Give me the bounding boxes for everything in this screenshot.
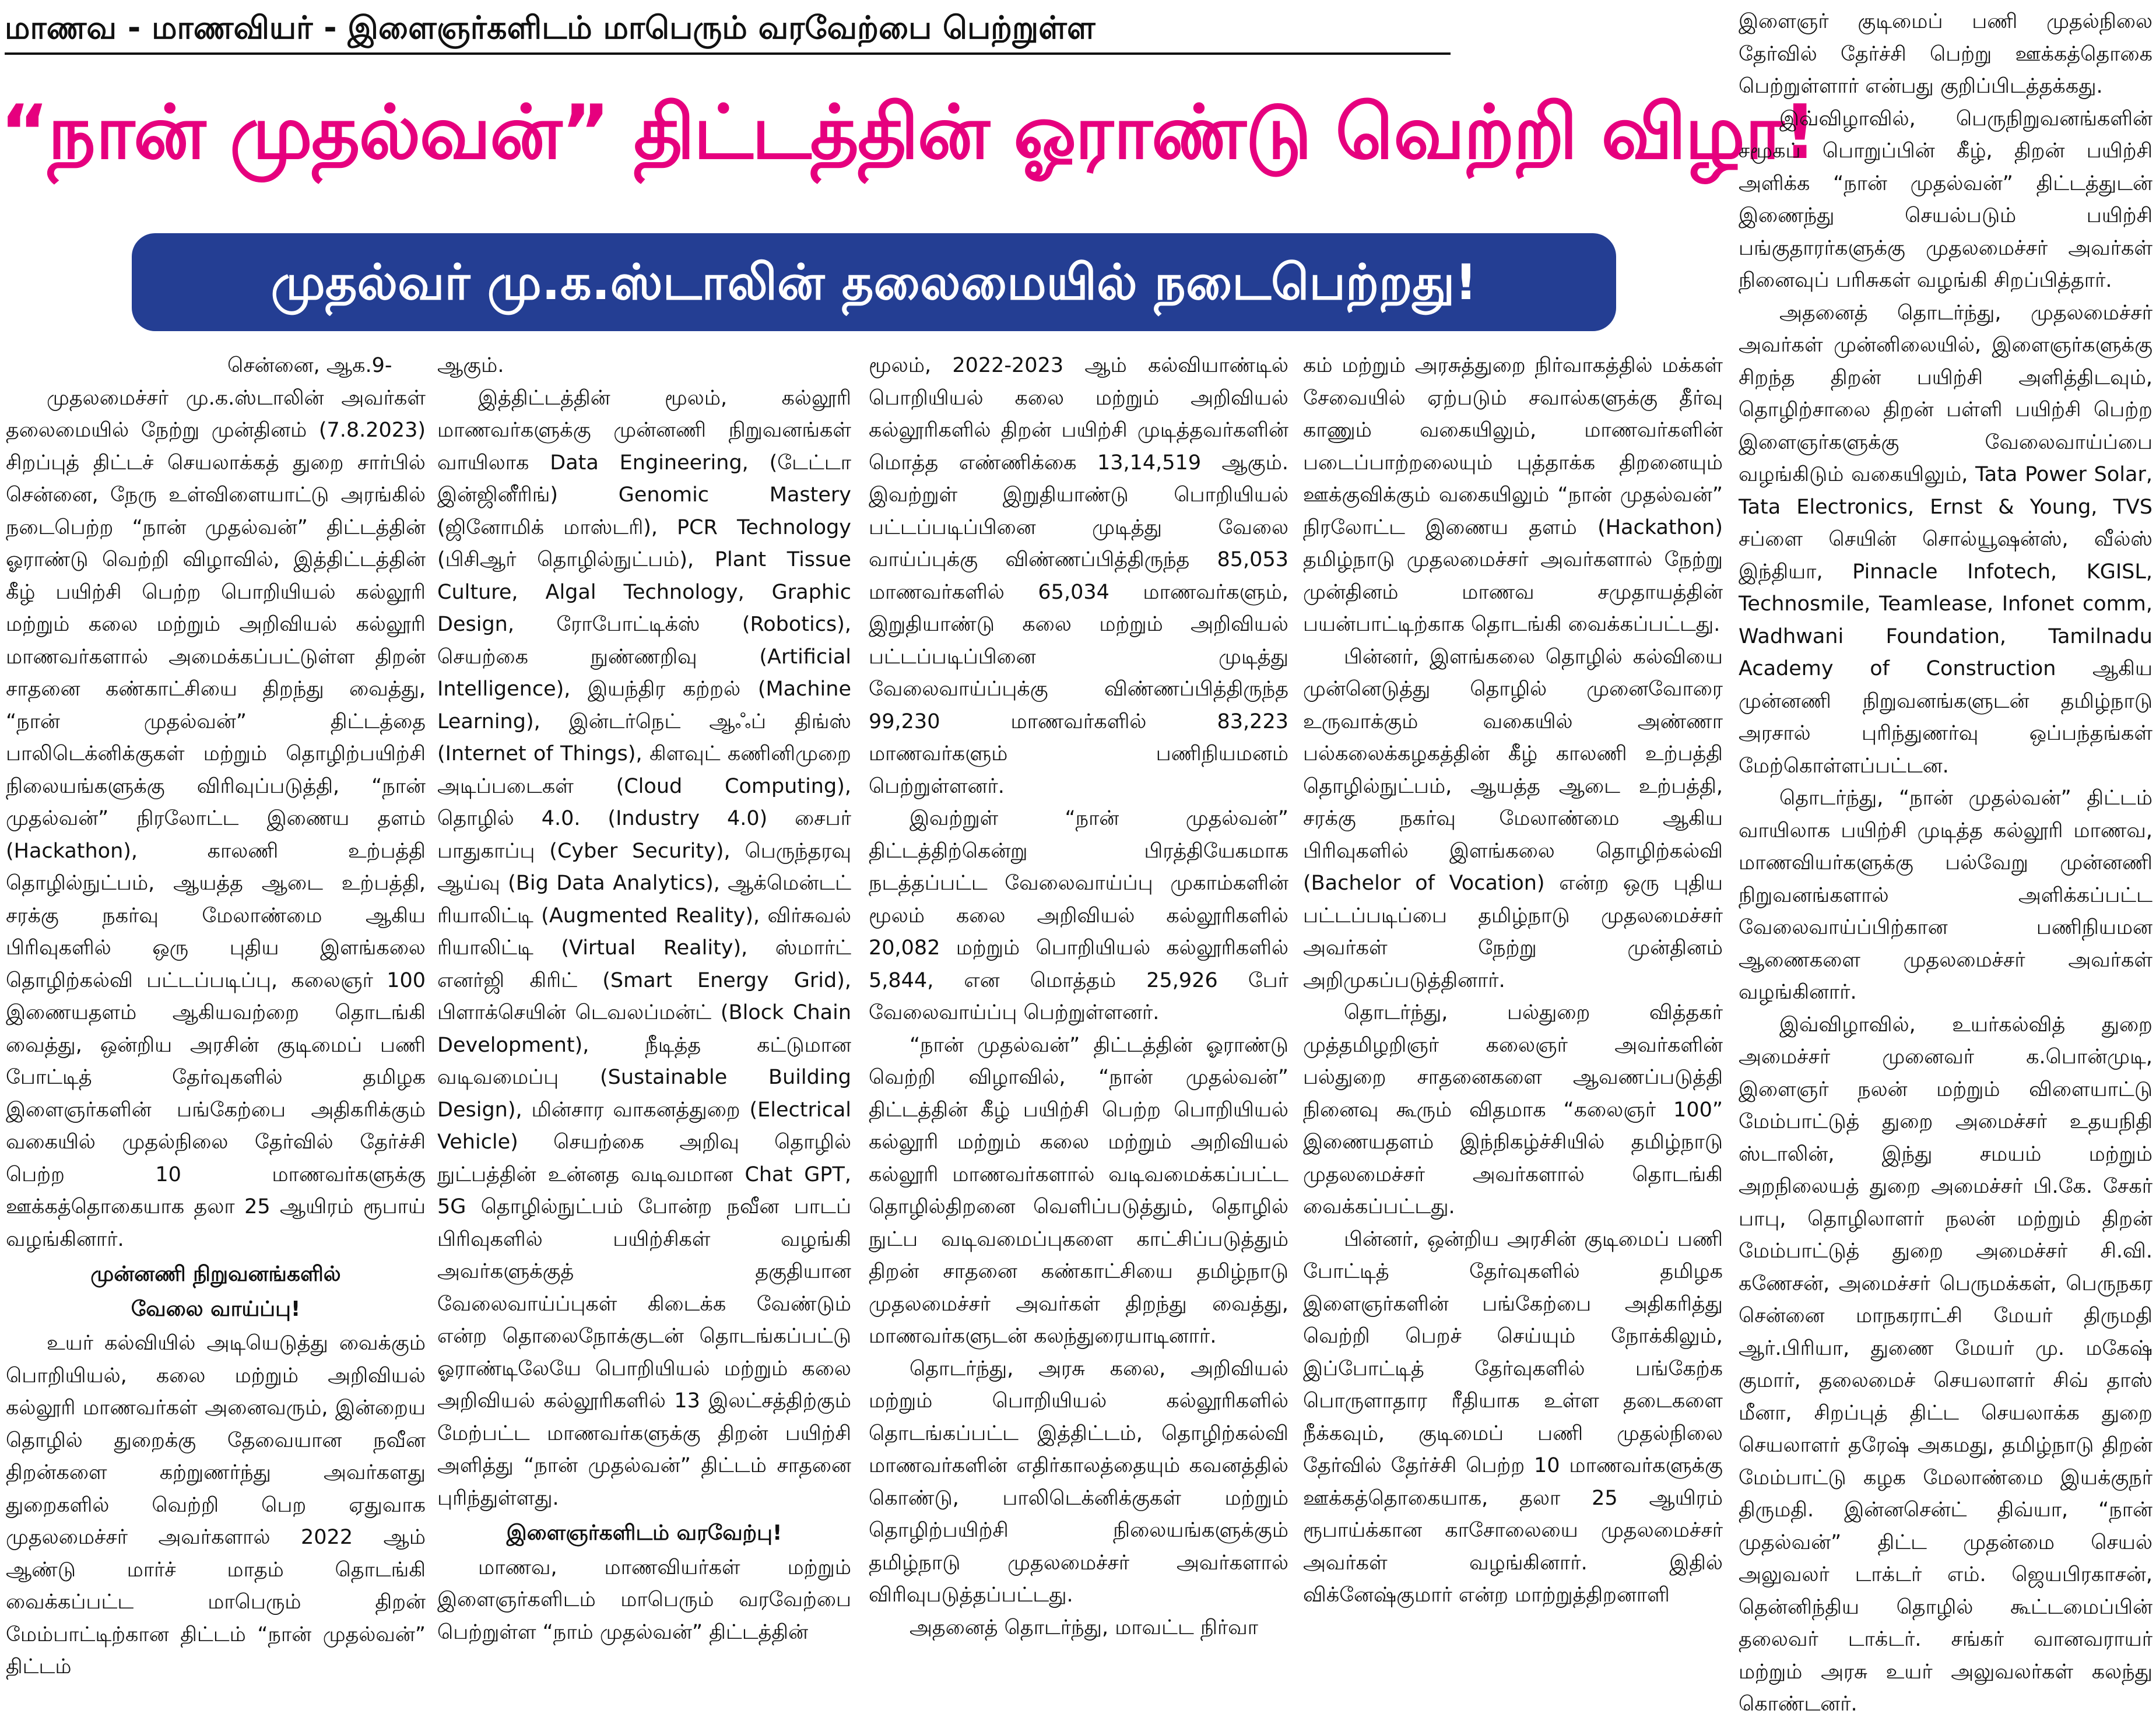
paragraph: பின்னர், ஒன்றிய அரசின் குடிமைப் பணி போட்டித் தேர்வுகளில் தமிழக இளைஞர்களின் பங்கேற்பை அதிகரித்து வெற்றி பெறச் செய்யும் நோக்கிலும், இப்போட்டித் தேர்வுகளில் பங்கேற்க பொருளாதார ரீதியாக உள்ள தடைகளை நீக்கவும், குடிமைப் பணி முதல்நிலை தேர்வில் தேர்ச்சி பெற்ற 10 மாணவர்களுக்கு ஊக்கத்தொகையாக, தலா 25 ஆயிரம் ரூபாய்க்கான காசோலையை முதலமைச்சர் அவர்கள் வழங்கினார். இதில் விக்னேஷ்குமார் என்ற மாற்றுத்திறனாளி [1303, 1227, 1723, 1607]
paragraph: இத்திட்டத்தின் மூலம், கல்லூரி மாணவர்களுக்கு முன்னணி நிறுவனங்கள் வாயிலாக Data Engineering, (டேட்டா இன்ஜினீரிங்) Genomic Mastery (ஜினோமிக் மாஸ்டரி), PCR Technology (பிசிஆர் தொழில்நுட்பம்), Plant Tissue Culture, Algal Technology, Graphic Design, ரோபோட்டிக்ஸ் (Robotics), செயற்கை நுண்ணறிவு (Artificial Intelligence), இயந்திர கற்றல் (Machine Learning), இன்டர்நெட் ஆஃப் திங்ஸ் (Internet of Things), கிளவுட் கணினிமுறை அடிப்படைகள் (Cloud Computing), தொழில் 4.0. (Industry 4.0) சைபர் பாதுகாப்பு (Cyber Security), பெருந்தரவு ஆய்வு (Big Data Analytics), ஆக்மென்டட் ரியாலிட்டி (Augmented Reality), விர்சுவல் ரியாலிட்டி (Virtual Reality), ஸ்மார்ட் எனர்ஜி கிரிட் (Smart Energy Grid), பிளாக்செயின் டெவலப்மன்ட் (Block Chain Development), நீடித்த கட்டுமான வடிவமைப்பு (Sustainable Building Design), மின்சார வாகனத்துறை (Electrical Vehicle) செயற்கை அறிவு தொழில் நுட்பத்தின் உன்னத வடிவமான Chat GPT, 5G தொழில்நுட்பம் போன்ற நவீன பாடப் பிரிவுகளில் பயிற்சிகள் வழங்கி அவர்களுக்குத் தகுதியான வேலைவாய்ப்புகள் கிடைக்க வேண்டும் என்ற தொலைநோக்குடன் தொடங்கப்பட்டு ஓராண்டிலேயே பொறியியல் மற்றும் கலை அறிவியல் கல்லூரிகளில் 13 இலட்சத்திற்கும் மேற்பட்ட மாணவர்களுக்கு திறன் பயிற்சி அளித்து “நான் முதல்வன்” திட்டம் சாதனை புரிந்துள்ளது. [437, 386, 851, 1510]
subhead-line-2: வேலை வாய்ப்பு! [131, 1297, 301, 1321]
paragraph: இவ்விழாவில், பெருநிறுவனங்களின் சமூகப் பொறுப்பின் கீழ், திறன் பயிற்சி அளிக்க “நான் முதல்வன்” திட்டத்துடன் இணைந்து செயல்படும் பயிற்சி பங்குதாரர்களுக்கு முதலமைச்சர் அவர்கள் நினைவுப் பரிசுகள் வழங்கி சிறப்பித்தார். [1739, 107, 2153, 292]
paragraph: “நான் முதல்வன்” திட்டத்தின் ஓராண்டு வெற்றி விழாவில், “நான் முதல்வன்” திட்டத்தின் கீழ் பயிற்சி பெற்ற பொறியியல் கல்லூரி மற்றும் கலை மற்றும் அறிவியல் கல்லூரி மாணவர்களால் வடிவமைக்கப்பட்ட தொழில்திறனை வெளிப்படுத்தும், தொழில் நுட்ப வடிவமைப்புகளை காட்சிப்படுத்தும் திறன் சாதனை கண்காட்சியை தமிழ்நாடு முதலமைச்சர் அவர்கள் திறந்து வைத்து, மாணவர்களுடன் கலந்துரையாடினார். [869, 1033, 1288, 1348]
paragraph: முதலமைச்சர் மு.க.ஸ்டாலின் அவர்கள் தலைமையில் நேற்று முன்தினம் (7.8.2023) சிறப்புத் திட்டச் செயலாக்கத் துறை சார்பில் சென்னை, நேரு உள்விளையாட்டு அரங்கில் நடைபெற்ற “நான் முதல்வன்” திட்டத்தின் ஓராண்டு வெற்றி விழாவில், இத்திட்டத்தின் கீழ் பயிற்சி பெற்ற பொறியியல் கல்லூரி மற்றும் கலை மற்றும் அறிவியல் கல்லூரி மாணவர்களால் அமைக்கப்பட்டுள்ள திறன் சாதனை கண்காட்சியை திறந்து வைத்து, “நான் முதல்வன்” திட்டத்தை பாலிடெக்னிக்குகள் மற்றும் தொழிற்பயிற்சி நிலையங்களுக்கு விரிவுப்படுத்தி, “நான் முதல்வன்” நிரலோட்ட இணைய தளம் (Hackathon), காலணி உற்பத்தி தொழில்நுட்பம், ஆயத்த ஆடை உற்பத்தி, சரக்கு நகர்வு மேலாண்மை ஆகிய பிரிவுகளில் ஒரு புதிய இளங்கலை தொழிற்கல்வி பட்டப்படிப்பு, கலைஞர் 100 இணையதளம் ஆகியவற்றை தொடங்கி வைத்து, ஒன்றிய அரசின் குடிமைப் பணி போட்டித் தேர்வுகளில் தமிழக இளைஞர்களின் பங்கேற்பை அதிகரிக்கும் வகையில் முதல்நிலை தேர்வில் தேர்ச்சி பெற்ற 10 மாணவர்களுக்கு ஊக்கத்தொகையாக தலா 25 ஆயிரம் ரூபாய் வழங்கினார். [6, 386, 426, 1251]
article-column-1 [6, 350, 426, 1678]
subhead-line-1: முன்னணி நிறுவனங்களில் [90, 1262, 341, 1286]
paragraph: மாணவ, மாணவியர்கள் மற்றும் இளைஞர்களிடம் மாபெரும் வரவேற்பை பெற்றுள்ள “நாம் முதல்வன்” திட்டத்தின் [437, 1555, 851, 1644]
paragraph: தொடர்ந்து, அரசு கலை, அறிவியல் மற்றும் பொறியியல் கல்லூரிகளில் தொடங்கப்பட்ட இத்திட்டம், தொழிற்கல்வி மாணவர்களின் எதிர்காலத்தையும் கவனத்தில் கொண்டு, பாலிடெக்னிக்குகள் மற்றும் தொழிற்பயிற்சி நிலையங்களுக்கும் தமிழ்நாடு முதலமைச்சர் அவர்களால் விரிவுபடுத்தப்பட்டது. [869, 1357, 1288, 1607]
dateline: சென்னை, ஆக.9- [227, 354, 392, 377]
paragraph: அதனைத் தொடர்ந்து, மாவட்ட நிர்வா [910, 1615, 1259, 1639]
article-column-2 [437, 350, 851, 1644]
paragraph: இவ்விழாவில், உயர்கல்வித் துறை அமைச்சர் முனைவர் க.பொன்முடி, இளைஞர் நலன் மற்றும் விளையாட்டு மேம்பாட்டுத் துறை அமைச்சர் உதயநிதி ஸ்டாலின், இந்து சமயம் மற்றும் அறநிலையத் துறை அமைச்சர் பி.கே. சேகர் பாபு, தொழிலாளர் நலன் மற்றும் திறன் மேம்பாட்டுத் துறை அமைச்சர் சி.வி. கணேசன், அமைச்சர் பெருமக்கள், பெருநகர சென்னை மாநகராட்சி மேயர் திருமதி ஆர்.பிரியா, துணை மேயர் மு. மகேஷ் குமார், தலைமைச் செயலாளர் சிவ் தாஸ் மீனா, சிறப்புத் திட்ட செயலாக்க துறை செயலாளர் தரேஷ் அகமது, தமிழ்நாடு திறன் மேம்பாட்டு கழக மேலாண்மை இயக்குநர் திருமதி. இன்னசென்ட் திவ்யா, “நான் முதல்வன்” திட்ட முதன்மை செயல் அலுவலர் டாக்டர் எம். ஜெயபிரகாசன், தென்னிந்திய தொழில் கூட்டமைப்பின் தலைவர் டாக்டர். சங்கர் வானவராயர் மற்றும் அரசு உயர் அலுவலர்கள் கலந்து கொண்டனர். [1739, 1013, 2153, 1716]
paragraph: தொடர்ந்து, “நான் முதல்வன்” திட்டம் வாயிலாக பயிற்சி முடித்த கல்லூரி மாணவ, மாணவியர்களுக்கு பல்வேறு முன்னணி நிறுவனங்களால் அளிக்கப்பட்ட வேலைவாய்ப்பிற்கான பணிநியமன ஆணைகளை முதலமைச்சர் அவர்கள் வழங்கினார். [1739, 786, 2153, 1004]
subhead: இளைஞர்களிடம் வரவேற்பு! [506, 1521, 782, 1545]
kicker-underline [5, 52, 1451, 55]
paragraph: உயர் கல்வியில் அடியெடுத்து வைக்கும் பொறியியல், கலை மற்றும் அறிவியல் கல்லூரி மாணவர்கள் அனைவரும், இன்றைய தொழில் துறைக்கு தேவையான நவீன திறன்களை கற்றுணர்ந்து அவர்களது துறைகளில் வெற்றி பெற ஏதுவாக முதலமைச்சர் அவர்களால் 2022 ஆம் ஆண்டு மார்ச் மாதம் தொடங்கி வைக்கப்பட்ட மாபெரும் திறன் மேம்பாட்டிற்கான திட்டம் “நான் முதல்வன்” திட்டம் [6, 1332, 426, 1678]
paragraph: கம் மற்றும் அரசுத்துறை நிர்வாகத்தில் மக்கள் சேவையில் ஏற்படும் சவால்களுக்கு தீர்வு காணும் வகையிலும், மாணவர்களின் படைப்பாற்றலையும் புத்தாக்க திறனையும் ஊக்குவிக்கும் வகையிலும் “நான் முதல்வன்” நிரலோட்ட இணைய தளம் (Hackathon) தமிழ்நாடு முதலமைச்சர் அவர்களால் நேற்று முன்தினம் மாணவ சமுதாயத்தின் பயன்பாட்டிற்காக தொடங்கி வைக்கப்பட்டது. [1303, 354, 1723, 636]
paragraph: தொடர்ந்து, பல்துறை வித்தகர் முத்தமிழறிஞர் கலைஞர் அவர்களின் பல்துறை சாதனைகளை ஆவணப்படுத்தி நினைவு கூரும் விதமாக “கலைஞர் 100” இணையதளம் இந்நிகழ்ச்சியில் தமிழ்நாடு முதலமைச்சர் அவர்களால் தொடங்கி வைக்கப்பட்டது. [1303, 1001, 1723, 1218]
paragraph: மூலம், 2022-2023 ஆம் கல்வியாண்டில் பொறியியல் கலை மற்றும் அறிவியல் கல்லூரிகளில் திறன் பயிற்சி முடித்தவர்களின் மொத்த எண்ணிக்கை 13,14,519 ஆகும். இவற்றுள் இறுதியாண்டு பொறியியல் பட்டப்படிப்பினை முடித்து வேலை வாய்ப்புக்கு விண்ணப்பித்திருந்த 85,053 மாணவர்களில் 65,034 மாணவர்களும், இறுதியாண்டு கலை மற்றும் அறிவியல் பட்டப்படிப்பினை முடித்து வேலைவாய்ப்புக்கு விண்ணப்பித்திருந்த 99,230 மாணவர்களில் 83,223 மாணவர்களும் பணிநியமனம் பெற்றுள்ளனர். [869, 354, 1288, 798]
sub-headline-banner: முதல்வர் மு.க.ஸ்டாலின் தலைமையில் நடைபெற்றது! [132, 233, 1616, 331]
paragraph: அதனைத் தொடர்ந்து, முதலமைச்சர் அவர்கள் முன்னிலையில், இளைஞர்களுக்கு சிறந்த திறன் பயிற்சி அளித்திடவும், தொழிற்சாலை திறன் பள்ளி பயிற்சி பெற்ற இளைஞர்களுக்கு வேலைவாய்ப்பை வழங்கிடும் வகையிலும், Tata Power Solar, Tata Electronics, Ernst & Young, TVS சப்ளை செயின் சொல்யூஷன்ஸ், வீல்ஸ் இந்தியா, Pinnacle Infotech, KGISL, Technosmile, Teamlease, Infonet comm, Wadhwani Foundation, Tamilnadu Academy of Construction ஆகிய முன்னணி நிறுவனங்களுடன் தமிழ்நாடு அரசால் புரிந்துணர்வு ஒப்பந்தங்கள் மேற்கொள்ளப்பட்டன. [1739, 301, 2153, 778]
article-column-5 [1739, 6, 2153, 1716]
paragraph: இளைஞர் குடிமைப் பணி முதல்நிலை தேர்வில் தேர்ச்சி பெற்று ஊக்கத்தொகை பெற்றுள்ளார் என்பது குறிப்பிடத்தக்கது. [1739, 10, 2153, 98]
kicker-line: மாணவ - மாணவியர் - இளைஞர்களிடம் மாபெரும் வரவேற்பை பெற்றுள்ள [5, 9, 1095, 46]
page-headline: “நான் முதல்வன்” திட்டத்தின் ஓராண்டு வெற்றி விழா! [0, 89, 1816, 176]
paragraph: இவற்றுள் “நான் முதல்வன்” திட்டத்திற்கென்று பிரத்தியேகமாக நடத்தப்பட்ட வேலைவாய்ப்பு முகாம்களின் மூலம் கலை அறிவியல் கல்லூரிகளில் 20,082 மற்றும் பொறியியல் கல்லூரிகளில் 5,844, என மொத்தம் 25,926 பேர் வேலைவாய்ப்பு பெற்றுள்ளனர். [869, 807, 1288, 1024]
paragraph: பின்னர், இளங்கலை தொழில் கல்வியை முன்னெடுத்து தொழில் முனைவோரை உருவாக்கும் வகையில் அண்ணா பல்கலைக்கழகத்தின் கீழ் காலணி உற்பத்தி தொழில்நுட்பம், ஆயத்த ஆடை உற்பத்தி, சரக்கு நகர்வு மேலாண்மை ஆகிய பிரிவுகளில் இளங்கலை தொழிற்கல்வி (Bachelor of Vocation) என்ற ஒரு புதிய பட்டப்படிப்பை தமிழ்நாடு முதலமைச்சர் அவர்கள் நேற்று முன்தினம் அறிமுகப்படுத்தினார். [1303, 645, 1723, 992]
article-column-4 [1303, 350, 1723, 1627]
article-column-3 [869, 350, 1288, 1639]
paragraph: ஆகும். [437, 354, 504, 377]
